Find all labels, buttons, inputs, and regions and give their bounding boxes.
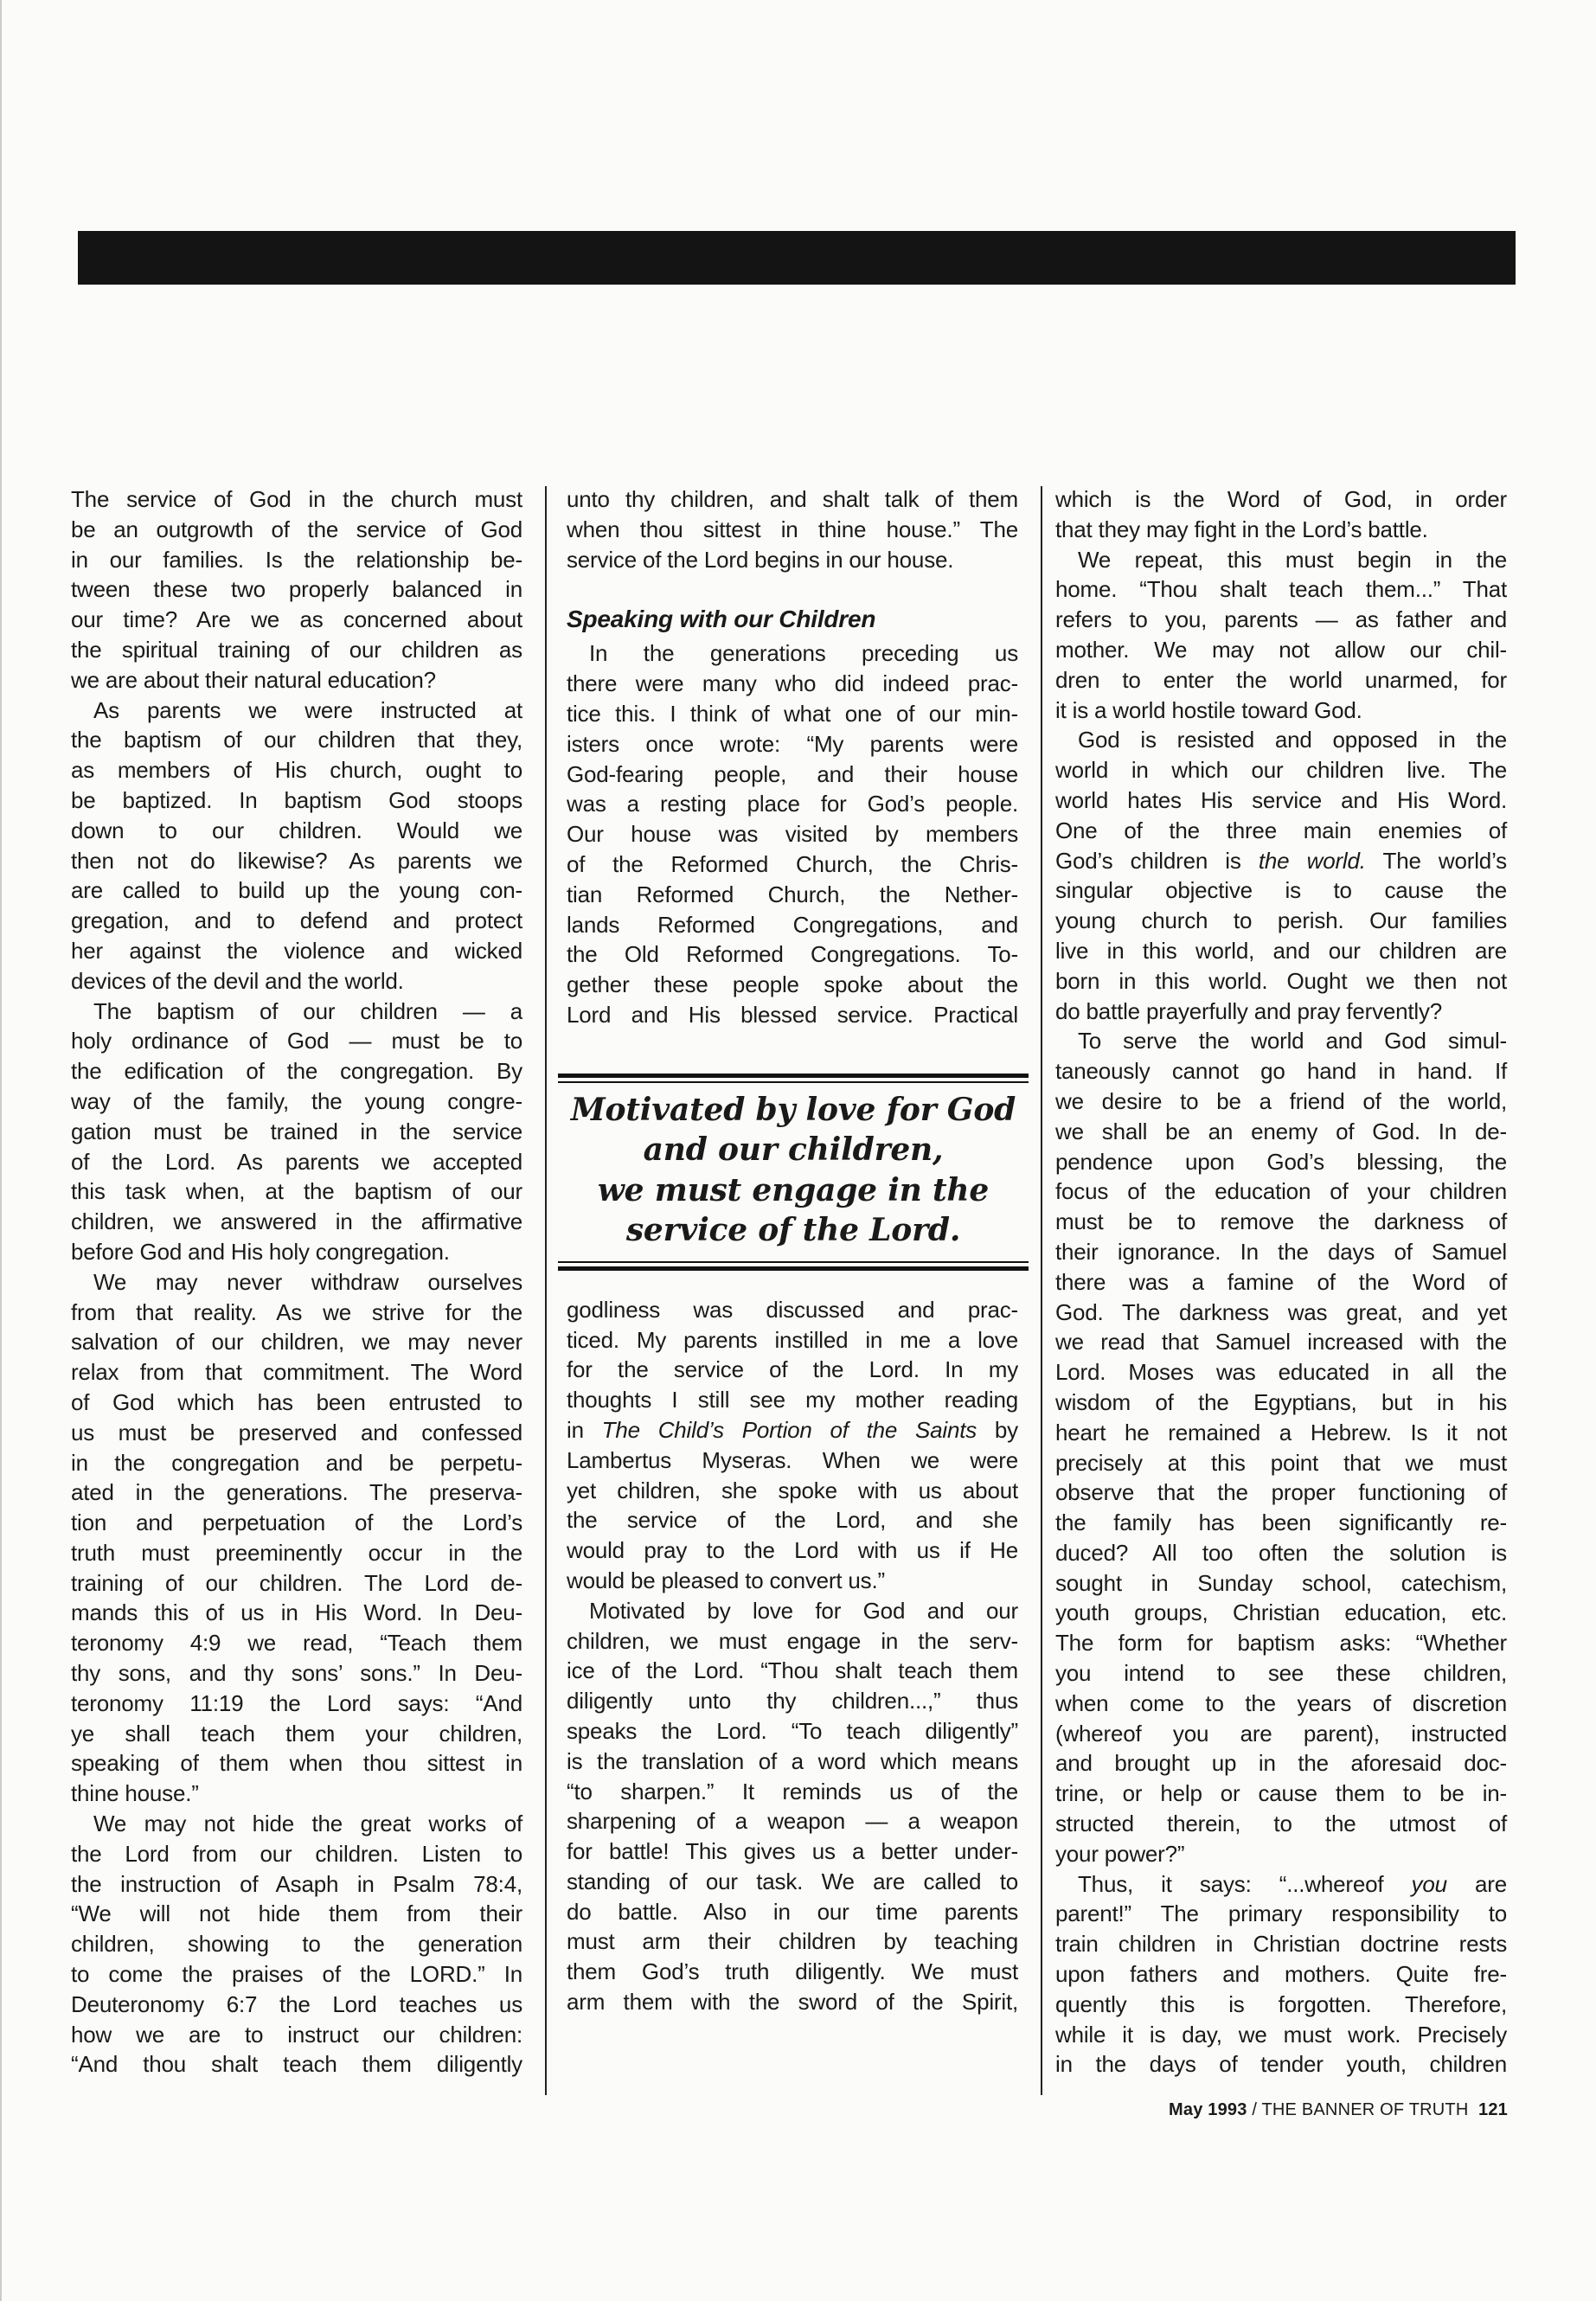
text-line: structed therein, to the utmost of	[1055, 1811, 1507, 1837]
text-line: trine, or help or cause them to be in-	[1055, 1780, 1507, 1807]
text-line: for battle! This gives us a better under-	[567, 1838, 1018, 1865]
text-line: Our house was visited by members	[567, 821, 1018, 848]
text-line: them God’s truth diligently. We must	[567, 1958, 1018, 1985]
pull-quote-rule	[558, 1074, 1029, 1083]
text-line: tian Reformed Church, the Nether-	[567, 881, 1018, 907]
paragraph	[1055, 545, 1507, 726]
text-line: born in this world. Ought we then not	[1055, 967, 1507, 994]
text-line: are called to build up the young con-	[71, 877, 522, 904]
text-segment: by	[977, 1416, 1018, 1443]
text-line: the Lord from our children. Listen to	[71, 1840, 522, 1867]
text-line: duced? All too often the solution is	[1055, 1539, 1507, 1566]
text-line: holy ordinance of God — must be to	[71, 1028, 522, 1054]
text-line: of the Lord. As parents we accepted	[71, 1148, 522, 1175]
page-footer	[1169, 2100, 1508, 2120]
text-segment: Thus, it says: “...whereof	[1078, 1870, 1412, 1897]
text-line: we shall be an enemy of God. In de-	[1055, 1118, 1507, 1144]
text-line: standing of our task. We are called to	[567, 1868, 1018, 1894]
text-line: when come to the years of discretion	[1055, 1689, 1507, 1716]
text-line: pendence upon God’s blessing, the	[1055, 1148, 1507, 1175]
paragraph	[71, 1809, 522, 2080]
text-line: the service of the Lord, and she	[567, 1507, 1018, 1534]
text-line: speaking of them when thou sittest in	[71, 1750, 522, 1777]
paragraph	[1055, 1869, 1507, 2080]
text-line: world hates His service and His Word.	[1055, 786, 1507, 813]
footer-publication: THE BANNER OF TRUTH	[1261, 2100, 1469, 2119]
text-line: devices of the devil and the world.	[71, 967, 404, 994]
pull-quote-text	[558, 1083, 1029, 1261]
section-heading: Speaking with our Children	[567, 606, 876, 633]
paragraph	[71, 997, 522, 1267]
paragraph	[1055, 484, 1507, 545]
text-line: speaks the Lord. “To teach diligently”	[567, 1717, 1018, 1744]
text-line: God-fearing people, and their house	[567, 760, 1018, 787]
text-line: ice of the Lord. “Thou shalt teach them	[567, 1657, 1018, 1684]
text-line: refers to you, parents — as father and	[1055, 606, 1507, 633]
text-line: teronomy 11:19 the Lord says: “And	[71, 1689, 522, 1716]
paragraph	[567, 638, 1018, 1029]
text-line: her against the violence and wicked	[71, 937, 522, 964]
column-divider	[1041, 486, 1042, 2095]
text-line: was a resting place for God’s people.	[567, 791, 1018, 817]
pull-quote-line: and our children,	[643, 1131, 944, 1169]
text-line: Lord and His blessed service. Practical	[567, 1001, 1018, 1028]
text-line: the instruction of Asaph in Psalm 78:4,	[71, 1870, 522, 1897]
text-line: ated in the generations. The preserva-	[71, 1479, 522, 1506]
article-column-3	[1055, 484, 1507, 2080]
text-line: sought in Sunday school, catechism,	[1055, 1569, 1507, 1596]
text-line: We may never withdraw ourselves	[93, 1268, 522, 1295]
text-line: which is the Word of God, in order	[1055, 486, 1507, 512]
paragraph	[71, 484, 522, 695]
text-line: us must be preserved and confessed	[71, 1419, 522, 1445]
text-line: the family has been significantly re-	[1055, 1509, 1507, 1536]
italic-text: you	[1411, 1870, 1447, 1897]
footer-date: May 1993	[1169, 2100, 1247, 2119]
text-line: there was a famine of the Word of	[1055, 1268, 1507, 1295]
page-number: 121	[1478, 2100, 1508, 2119]
text-line: be an outgrowth of the service of God	[71, 516, 522, 542]
text-line: unto thy children, and shalt talk of them	[567, 486, 1018, 512]
text-line	[567, 1415, 1018, 1445]
text-line: yet children, she spoke with us about	[567, 1477, 1018, 1503]
text-line: your power?”	[1055, 1840, 1185, 1867]
text-line: do battle prayerfully and pray fervently?	[1055, 997, 1443, 1024]
text-line: To serve the world and God simul-	[1078, 1028, 1507, 1054]
text-segment: The world’s	[1365, 847, 1507, 874]
text-line: arm them with the sword of the Spirit,	[567, 1989, 1018, 2016]
text-line: from that reality. As we strive for the	[71, 1298, 522, 1325]
article-column-2	[567, 484, 1018, 2017]
text-line: down to our children. Would we	[71, 817, 522, 843]
text-line: thy sons, and thy sons’ sons.” In Deu-	[71, 1660, 522, 1687]
text-line: Lord. Moses was educated in all the	[1055, 1359, 1507, 1386]
text-line: the spiritual training of our children as	[71, 636, 522, 663]
text-line: dren to enter the world unarmed, for	[1055, 666, 1507, 693]
text-segment: God’s children is	[1055, 847, 1259, 874]
scan-edge	[0, 0, 2, 2301]
text-line: gation must be trained in the service	[71, 1118, 522, 1144]
text-line: young church to perish. Our families	[1055, 907, 1507, 934]
text-line: wisdom of the Egyptians, but in his	[1055, 1388, 1507, 1415]
text-line: taneously cannot go hand in hand. If	[1055, 1058, 1507, 1085]
text-line: The form for baptism asks: “Whether	[1055, 1630, 1507, 1657]
text-line: train children in Christian doctrine rests	[1055, 1931, 1507, 1958]
text-line: would be pleased to convert us.”	[567, 1567, 885, 1593]
text-line: “to sharpen.” It reminds us of the	[567, 1778, 1018, 1804]
article-column-1	[71, 484, 522, 2080]
text-line: would pray to the Lord with us if He	[567, 1537, 1018, 1564]
text-line: service of the Lord begins in our house.	[567, 546, 954, 573]
text-line: tion and perpetuation of the Lord’s	[71, 1509, 522, 1536]
text-line: singular objective is to cause the	[1055, 877, 1507, 904]
text-line: In the generations preceding us	[589, 640, 1018, 667]
text-line: thine house.”	[71, 1780, 199, 1807]
text-line: their ignorance. In the days of Samuel	[1055, 1238, 1507, 1265]
text-line: truth must preeminently occur in the	[71, 1539, 522, 1566]
text-line: do battle. Also in our time parents	[567, 1898, 1018, 1925]
text-line: youth groups, Christian education, etc.	[1055, 1599, 1507, 1626]
text-line: you intend to see these children,	[1055, 1660, 1507, 1687]
pull-quote	[558, 1074, 1029, 1271]
header-banner-bar	[78, 231, 1516, 285]
text-line: godliness was discussed and prac-	[567, 1296, 1018, 1323]
pull-quote-rule	[558, 1261, 1029, 1271]
text-line: children, we answered in the affirmative	[71, 1208, 522, 1235]
text-line	[1055, 846, 1507, 876]
text-line: of the Reformed Church, the Chris-	[567, 850, 1018, 877]
text-line: diligently unto thy children...,” thus	[567, 1688, 1018, 1715]
text-line: As parents we were instructed at	[93, 696, 522, 723]
text-line: We repeat, this must begin in the	[1078, 546, 1507, 573]
text-line: teronomy 4:9 we read, “Teach them	[71, 1630, 522, 1657]
text-line: of God which has been entrusted to	[71, 1388, 522, 1415]
text-line: gregation, and to defend and protect	[71, 907, 522, 934]
text-line: as members of His church, ought to	[71, 757, 522, 784]
text-line: children, showing to the generation	[71, 1931, 522, 1958]
italic-text: The Child’s Portion of the Saints	[601, 1416, 977, 1443]
text-line: live in this world, and our children are	[1055, 937, 1507, 964]
text-line: we are about their natural education?	[71, 666, 436, 693]
text-line: then not do likewise? As parents we	[71, 847, 522, 874]
text-line: Lambertus Myseras. When we were	[567, 1446, 1018, 1473]
text-line: tween these two properly balanced in	[71, 576, 522, 603]
text-line: focus of the education of your children	[1055, 1178, 1507, 1205]
text-line: One of the three main enemies of	[1055, 817, 1507, 843]
pull-quote-line: Motivated by love for God	[570, 1091, 1016, 1128]
paragraph	[567, 1295, 1018, 1596]
text-line: “And thou shalt teach them diligently	[71, 2051, 522, 2078]
text-line: while it is day, we must work. Precisely	[1055, 2021, 1507, 2048]
text-line: mands this of us in His Word. In Deu-	[71, 1599, 522, 1626]
column-divider	[545, 486, 547, 2095]
text-line: the baptism of our children that they,	[71, 727, 522, 753]
text-line: and brought up in the aforesaid doc-	[1055, 1750, 1507, 1777]
text-line: “We will not hide them from their	[71, 1900, 522, 1927]
text-line: this task when, at the baptism of our	[71, 1178, 522, 1205]
text-line: salvation of our children, we may never	[71, 1329, 522, 1356]
text-line: training of our children. The Lord de-	[71, 1569, 522, 1596]
text-segment: in	[567, 1416, 602, 1443]
text-line: when thou sittest in thine house.” The	[567, 516, 1018, 542]
text-line: We may not hide the great works of	[93, 1811, 522, 1837]
text-line: The baptism of our children — a	[93, 997, 522, 1024]
paragraph	[567, 1596, 1018, 2017]
text-line	[1055, 1869, 1507, 1900]
text-line: children, we must engage in the serv-	[567, 1627, 1018, 1654]
text-line: world in which our children live. The	[1055, 757, 1507, 784]
text-line: we desire to be a friend of the world,	[1055, 1087, 1507, 1114]
text-line: before God and His holy congregation.	[71, 1238, 450, 1265]
text-line: must arm their children by teaching	[567, 1928, 1018, 1955]
text-line: ticed. My parents instilled in me a love	[567, 1326, 1018, 1353]
text-line: gether these people spoke about the	[567, 971, 1018, 998]
paragraph	[71, 695, 522, 997]
italic-text: the world.	[1258, 847, 1366, 874]
text-line: isters once wrote: “My parents were	[567, 730, 1018, 757]
text-line: home. “Thou shalt teach them...” That	[1055, 576, 1507, 603]
footer-separator: /	[1247, 2100, 1262, 2119]
text-line: The service of God in the church must	[71, 486, 522, 512]
paragraph	[1055, 725, 1507, 1026]
text-line: Motivated by love for God and our	[589, 1597, 1018, 1624]
text-line: in the days of tender youth, children	[1055, 2051, 1507, 2078]
text-line: be baptized. In baptism God stoops	[71, 786, 522, 813]
text-line: way of the family, the young congre-	[71, 1087, 522, 1114]
text-line: how we are to instruct our children:	[71, 2021, 522, 2048]
text-line: to come the praises of the LORD.” In	[71, 1961, 522, 1988]
text-line: thoughts I still see my mother reading	[567, 1387, 1018, 1413]
text-line: the Old Reformed Congregations. To-	[567, 941, 1018, 968]
text-line: there were many who did indeed prac-	[567, 670, 1018, 697]
paragraph	[1055, 1026, 1507, 1868]
text-line: that they may fight in the Lord’s battle.	[1055, 516, 1428, 542]
text-line: lands Reformed Congregations, and	[567, 911, 1018, 938]
text-line: heart he remained a Hebrew. Is it not	[1055, 1419, 1507, 1445]
text-line: God is resisted and opposed in the	[1078, 727, 1507, 753]
text-line: ye shall teach them your children,	[71, 1720, 522, 1747]
pull-quote-line: service of the Lord.	[625, 1212, 961, 1249]
text-line: we read that Samuel increased with the	[1055, 1329, 1507, 1356]
text-line: mother. We may not allow our chil-	[1055, 636, 1507, 663]
text-line: (whereof you are parent), instructed	[1055, 1720, 1507, 1747]
text-line: sharpening of a weapon — a weapon	[567, 1808, 1018, 1835]
text-line: Deuteronomy 6:7 the Lord teaches us	[71, 1990, 522, 2017]
text-line: tice this. I think of what one of our min-	[567, 700, 1018, 727]
paragraph	[71, 1267, 522, 1809]
text-line: in the congregation and be perpetu-	[71, 1449, 522, 1476]
text-line: is the translation of a word which means	[567, 1747, 1018, 1774]
text-line: God. The darkness was great, and yet	[1055, 1298, 1507, 1325]
text-line: upon fathers and mothers. Quite fre-	[1055, 1961, 1507, 1988]
paragraph	[567, 484, 1018, 574]
text-line: relax from that commitment. The Word	[71, 1359, 522, 1386]
text-line: precisely at this point that we must	[1055, 1449, 1507, 1476]
text-line: in our families. Is the relationship be-	[71, 546, 522, 573]
text-line: quently this is forgotten. Therefore,	[1055, 1990, 1507, 2017]
text-line: observe that the proper functioning of	[1055, 1479, 1507, 1506]
text-line: it is a world hostile toward God.	[1055, 696, 1362, 723]
text-line: parent!” The primary responsibility to	[1055, 1900, 1507, 1927]
text-line: for the service of the Lord. In my	[567, 1356, 1018, 1383]
text-line: our time? Are we as concerned about	[71, 606, 522, 633]
text-segment: are	[1446, 1870, 1507, 1897]
text-line: the edification of the congregation. By	[71, 1058, 522, 1085]
text-line: must be to remove the darkness of	[1055, 1208, 1507, 1235]
pull-quote-line: we must engage in the	[597, 1171, 990, 1208]
